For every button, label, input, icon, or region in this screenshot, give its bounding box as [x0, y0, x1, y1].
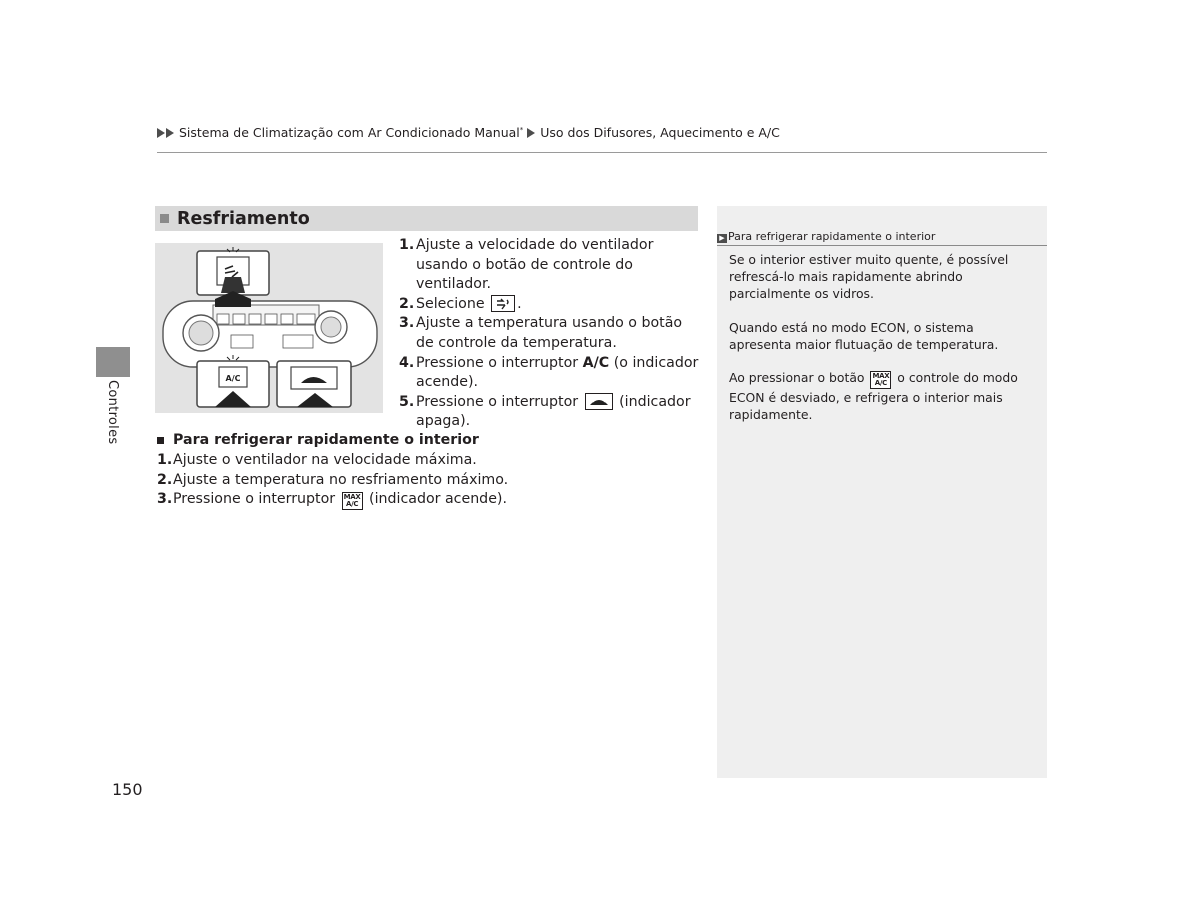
breadcrumb-current[interactable]: Uso dos Difusores, Aquecimento e A/C [540, 125, 780, 140]
illustration-ac-label: A/C [225, 374, 241, 383]
quick-cool-heading: Para refrigerar rapidamente o interior [157, 432, 479, 448]
footnote-mark: * [519, 125, 524, 134]
side-note-heading: ▶ Para refrigerar rapidamente o interior [717, 230, 1047, 246]
max-ac-icon: MAX A/C [872, 372, 890, 388]
chapter-label: Controles [105, 380, 120, 445]
step-item: 5. Pressione o interruptor (indicador apaga). [399, 393, 691, 430]
breadcrumb [157, 125, 1047, 140]
climate-panel-drawing [155, 243, 383, 413]
section-header [155, 206, 698, 231]
note-marker-icon: ▶ [717, 234, 727, 243]
step-item: 3. Pressione o interruptor MAX A/C (indicador acende). [157, 491, 507, 509]
step-item: 2. Ajuste a temperatura no resfriamento máximo. [157, 471, 509, 488]
note-paragraph: Ao pressionar o botão MAX A/C o controle do modo ECON é desviado, e refrigera o interior mais rapidamente. [729, 370, 1018, 423]
side-note-body [729, 251, 1034, 439]
note-paragraph: Se o interior estiver muito quente, é possível refrescá-lo mais rapidamente abrindo parcialmente os vidros. [729, 252, 1009, 302]
page-number: 150 [112, 780, 143, 799]
vent-mode-icon [491, 295, 515, 312]
breadcrumb-link-climate[interactable]: Sistema de Climatização com Ar Condicionado Manual [178, 125, 520, 140]
step-item: 2. Selecione . [399, 295, 522, 312]
climate-panel-illustration [155, 243, 383, 413]
step-item: 3. Ajuste a temperatura usando o botão de controle da temperatura. [399, 315, 683, 351]
step-item: 1. Ajuste o ventilador na velocidade máxima. [157, 452, 477, 468]
note-paragraph: Quando está no modo ECON, o sistema apresenta maior flutuação de temperatura. [729, 319, 999, 352]
step-item: 1. Ajuste a velocidade do ventilador usando o botão de controle do ventilador. [399, 237, 654, 293]
section-square-icon [160, 214, 169, 223]
bullet-square-icon [157, 437, 164, 444]
chapter-tab [96, 347, 130, 377]
step-item: 4. Pressione o interruptor A/C (o indicador acende). [399, 354, 699, 391]
max-ac-icon: MAX A/C [343, 493, 361, 509]
header-divider [157, 152, 1047, 153]
breadcrumb-arrow-icon [166, 128, 174, 138]
breadcrumb-arrow-icon [527, 128, 535, 138]
cooling-steps [399, 236, 699, 432]
recirculation-icon [585, 393, 613, 410]
section-title: Resfriamento [177, 208, 310, 229]
quick-cool-steps [157, 451, 697, 510]
breadcrumb-arrow-icon [157, 128, 165, 138]
